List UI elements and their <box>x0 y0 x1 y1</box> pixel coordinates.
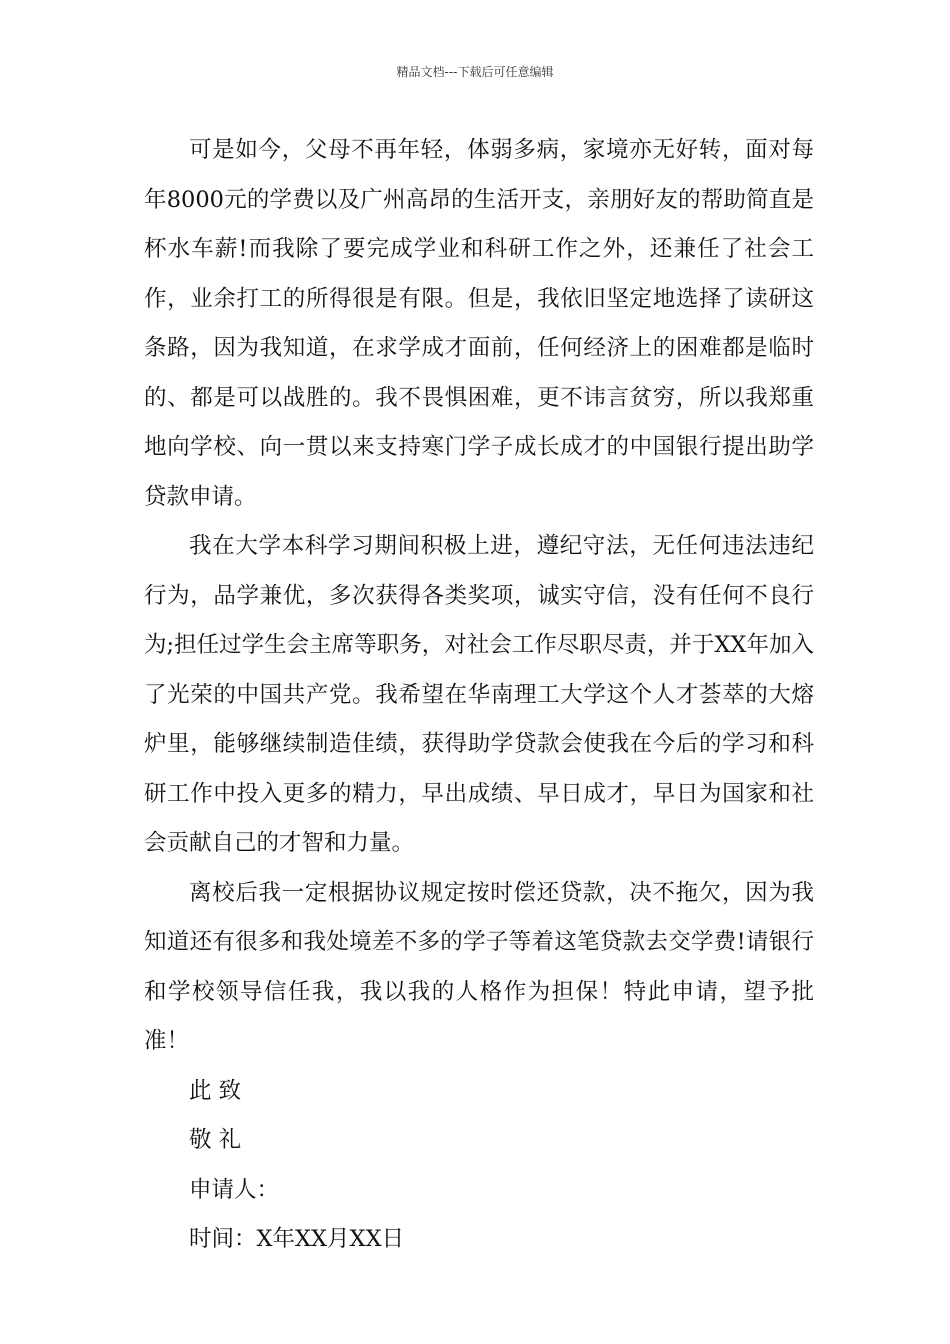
date-line: 时间：X年XX月XX日 <box>189 1226 405 1252</box>
applicant-line: 申请人： <box>189 1176 280 1203</box>
page-header: 精品文档---下载后可任意编辑 <box>396 65 554 79</box>
closing-salutation-1: 此 致 <box>189 1077 242 1104</box>
paragraph-repayment-promise: 离校后我一定根据协议规定按时偿还贷款，决不拖欠，因为我知道还有很多和我处境差不多的学子等着这笔贷款去交学费!请银行和学校领导信任我，我以我的人格作为担保！特此申请，望予批准！ <box>144 879 814 1054</box>
paragraph-financial-hardship: 可是如今，父母不再年轻，体弱多病，家境亦无好转，面对每年8000元的学费以及广州高昂的生活开支，亲朋好友的帮助简直是杯水车薪!而我除了要完成学业和科研工作之外，还兼任了社会工作，业余打工的所得很是有限。但是，我依旧坚定地选择了读研这条路，因为我知道，在求学成才面前，任何经济上的困难都是临时的、都是可以战胜的。我不畏惧困难，更不讳言贫穷，所以我郑重地向学校、向一贯以来支持寒门学子成长成才的中国银行提出助学贷款申请。 <box>144 137 814 510</box>
paragraph-academic-record: 我在大学本科学习期间积极上进，遵纪守法，无任何违法违纪行为，品学兼优，多次获得各类奖项，诚实守信，没有任何不良行为;担任过学生会主席等职务，对社会工作尽职尽责，并于XX年加入了光荣的中国共产党。我希望在华南理工大学这个人才荟萃的大熔炉里，能够继续制造佳绩，获得助学贷款会使我在今后的学习和科研工作中投入更多的精力，早出成绩、早日成才，早日为国家和社会贡献自己的才智和力量。 <box>144 533 814 856</box>
closing-salutation-2: 敬 礼 <box>189 1127 242 1153</box>
letter-body <box>144 126 814 1265</box>
